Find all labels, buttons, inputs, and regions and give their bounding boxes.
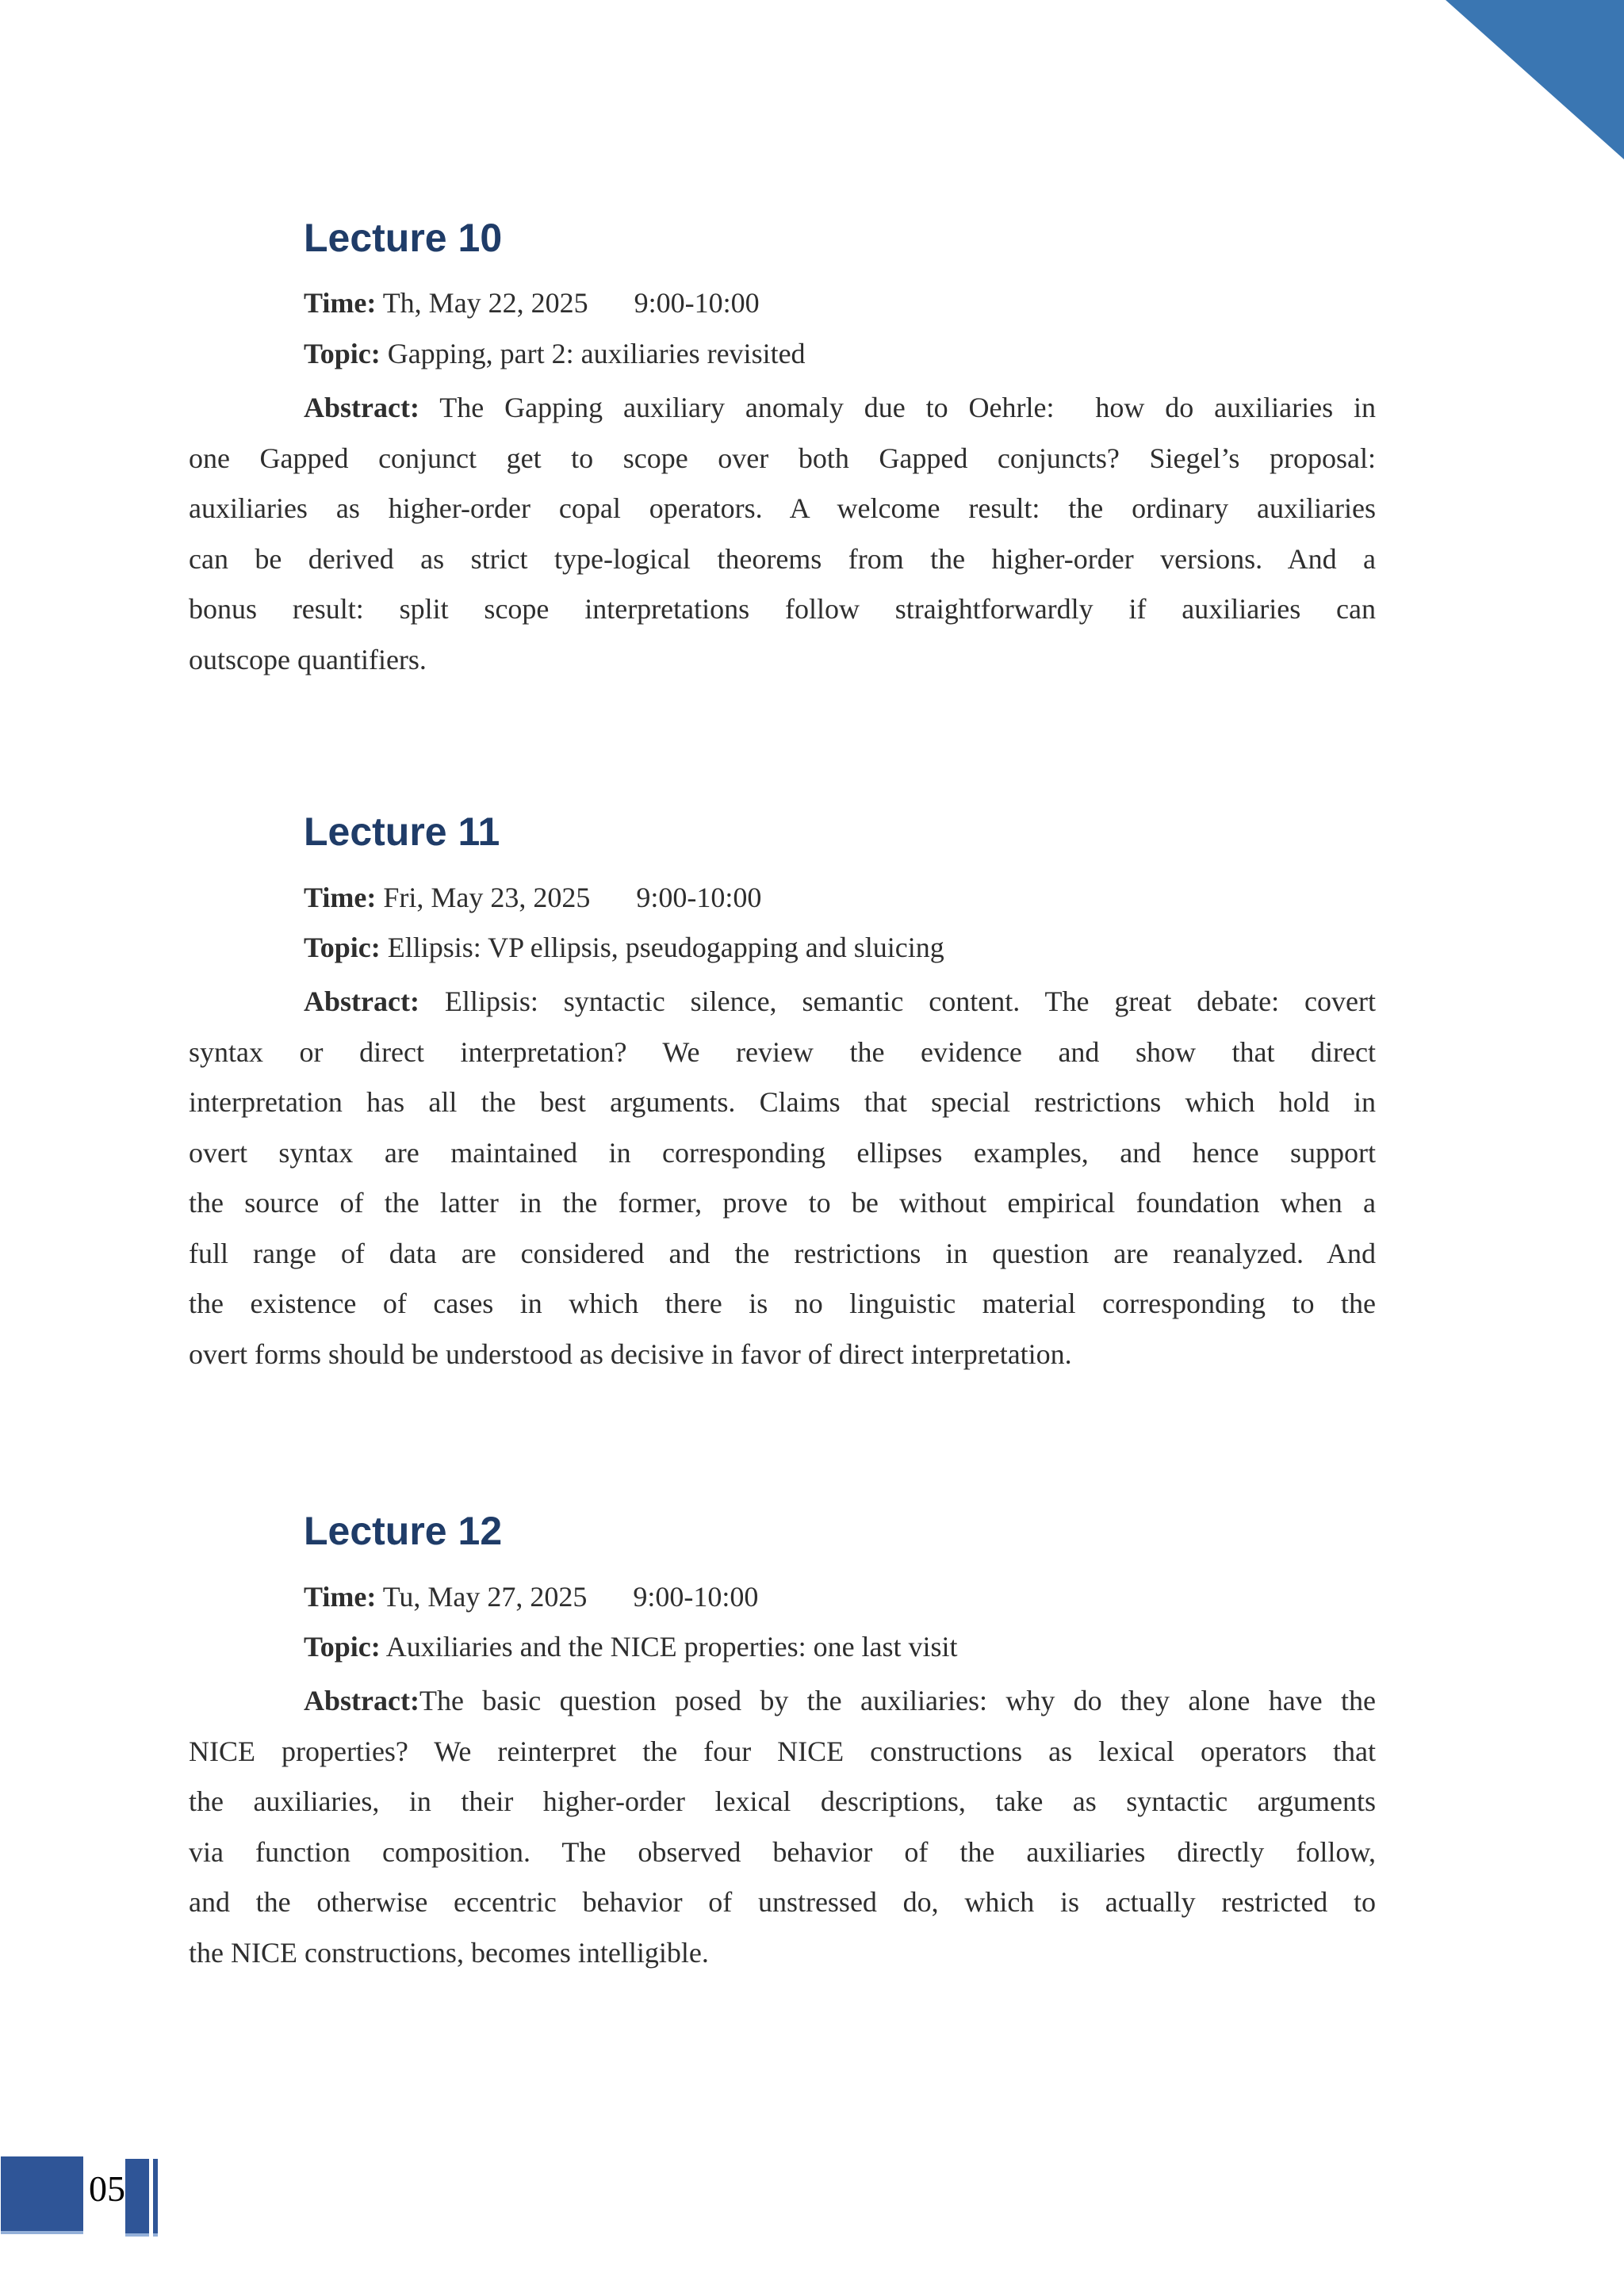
- lecture-topic: [304, 930, 944, 965]
- abstract-line: overt forms should be understood as decisive in favor of direct interpretation.: [189, 1337, 1072, 1370]
- lecture-title: Lecture 11: [304, 809, 500, 854]
- abstract-line: the existence of cases in which there is no linguistic material corresponding to the: [189, 1288, 1376, 1319]
- corner-triangle-decoration: [1446, 0, 1624, 159]
- time-label: Time:: [304, 287, 377, 319]
- time-label: Time:: [304, 882, 377, 913]
- lecture-abstract: [189, 1676, 1376, 1978]
- time-range: 9:00-10:00: [636, 882, 762, 913]
- abstract-line: Abstract:The basic question posed by the auxiliaries: why do they alone have the: [304, 1685, 1376, 1716]
- lecture-abstract: [189, 383, 1376, 685]
- lecture-time: [304, 285, 760, 320]
- lecture-time: [304, 1579, 758, 1614]
- abstract-line: auxiliaries as higher-order copal operators. A welcome result: the ordinary auxiliaries: [189, 492, 1376, 524]
- abstract-line: syntax or direct interpretation? We review the evidence and show that direct: [189, 1035, 1376, 1068]
- abstract-label: Abstract:: [304, 985, 419, 1017]
- abstract-line: via function composition. The observed behavior of the auxiliaries directly follow,: [189, 1835, 1376, 1868]
- lecture-abstract: [189, 977, 1376, 1380]
- abstract-line: one Gapped conjunct get to scope over both Gapped conjuncts? Siegel’s proposal:: [189, 442, 1376, 474]
- abstract-line: bonus result: split scope interpretations follow straightforwardly if auxiliaries can: [189, 593, 1376, 625]
- lecture-topic: [304, 1629, 958, 1664]
- time-range: 9:00-10:00: [634, 287, 760, 319]
- time-date: Tu, May 27, 2025: [382, 1581, 588, 1613]
- abstract-line: full range of data are considered and the restrictions in question are reanalyzed. And: [189, 1237, 1376, 1269]
- abstract-line: and the otherwise eccentric behavior of unstressed do, which is actually restricted to: [189, 1886, 1376, 1918]
- abstract-line: can be derived as strict type-logical theorems from the higher-order versions. And a: [189, 542, 1376, 575]
- abstract-line: interpretation has all the best arguments. Claims that special restrictions which hold in: [189, 1086, 1376, 1118]
- abstract-line: the auxiliaries, in their higher-order lexical descriptions, take as syntactic arguments: [189, 1785, 1376, 1817]
- abstract-line: the NICE constructions, becomes intelligible.: [189, 1936, 709, 1969]
- time-label: Time:: [304, 1581, 377, 1613]
- abstract-label: Abstract:: [304, 1685, 419, 1716]
- abstract-label: Abstract:: [304, 392, 419, 423]
- lecture-title: Lecture 10: [304, 216, 503, 260]
- topic-text: Auxiliaries and the NICE properties: one last visit: [385, 1631, 958, 1663]
- time-range: 9:00-10:00: [633, 1581, 759, 1613]
- lecture-time: [304, 880, 761, 915]
- footer-bar-thin: [153, 2159, 158, 2237]
- footer-bar-medium: [125, 2159, 149, 2237]
- topic-text: Ellipsis: VP ellipsis, pseudogapping and sluicing: [387, 932, 944, 963]
- topic-label: Topic:: [304, 932, 381, 963]
- topic-label: Topic:: [304, 338, 381, 369]
- lecture-title: Lecture 12: [304, 1509, 503, 1553]
- abstract-line: Abstract: Ellipsis: syntactic silence, semantic content. The great debate: covert: [304, 985, 1376, 1017]
- footer-bar-large: [1, 2156, 83, 2234]
- abstract-line: the source of the latter in the former, prove to be without empirical foundation when a: [189, 1187, 1376, 1219]
- abstract-line: Abstract: The Gapping auxiliary anomaly due to Oehrle: how do auxiliaries in: [304, 392, 1376, 423]
- time-date: Th, May 22, 2025: [382, 287, 588, 319]
- abstract-line: overt syntax are maintained in corresponding ellipses examples, and hence support: [189, 1136, 1376, 1169]
- lecture-topic: [304, 336, 806, 371]
- page-number: 05: [89, 2168, 125, 2209]
- topic-text: Gapping, part 2: auxiliaries revisited: [387, 338, 806, 369]
- abstract-line: NICE properties? We reinterpret the four NICE constructions as lexical operators that: [189, 1735, 1376, 1767]
- topic-label: Topic:: [304, 1631, 381, 1663]
- abstract-line: outscope quantifiers.: [189, 643, 427, 675]
- time-date: Fri, May 23, 2025: [383, 882, 591, 913]
